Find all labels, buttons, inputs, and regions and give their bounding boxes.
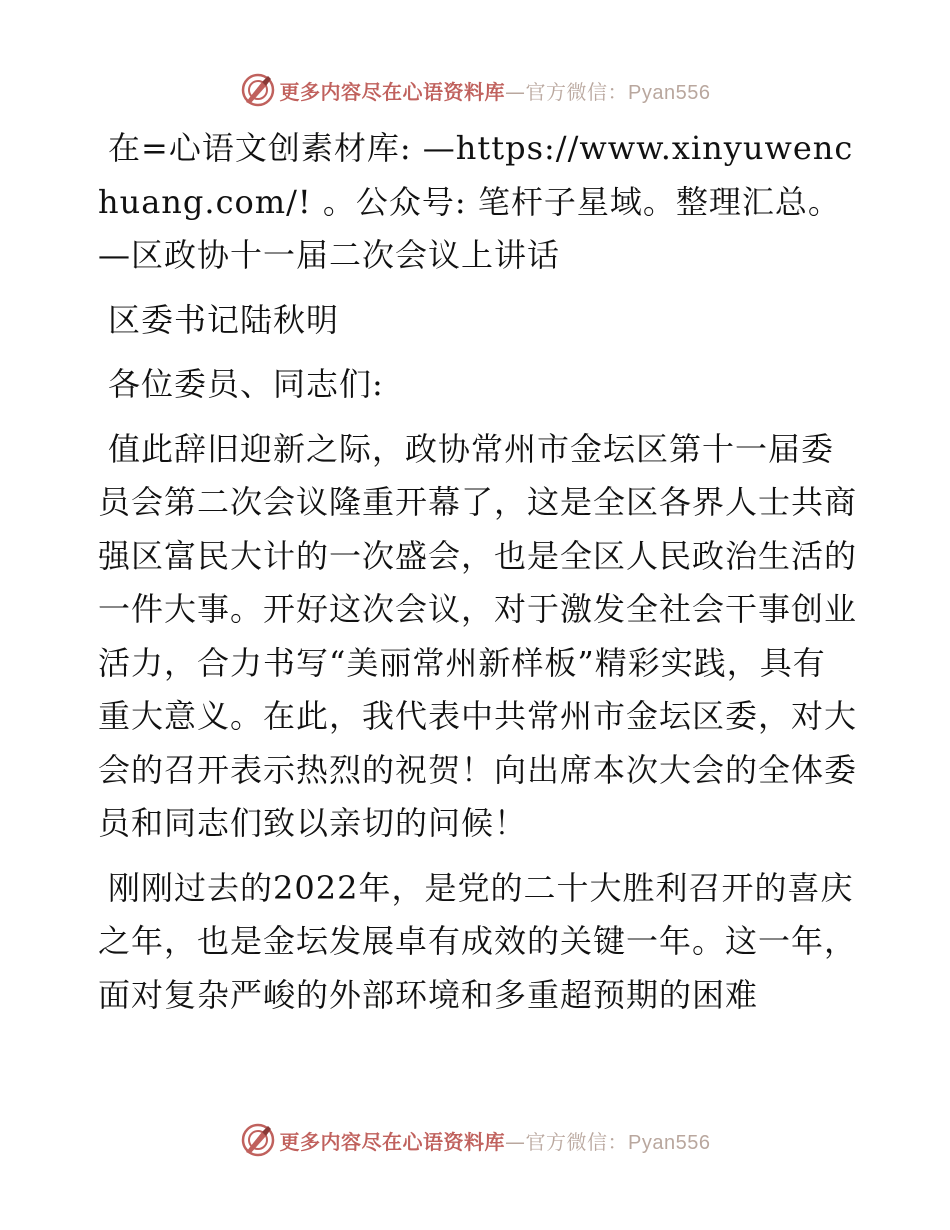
banner-title: 更多内容尽在心语资料库 (279, 1129, 506, 1154)
banner-wechat-id: Pyan556 (628, 1131, 711, 1154)
banner-title: 更多内容尽在心语资料库 (279, 79, 506, 104)
banner-wechat-id: Pyan556 (628, 81, 711, 104)
footer-banner (0, 1120, 950, 1160)
pen-logo-icon (240, 1122, 276, 1158)
pen-logo-icon (240, 72, 276, 108)
intro-paragraph: 在=心语文创素材库: —https://www.xinyuwenchuang.com/! 。公众号: 笔杆子星域。整理汇总。—区政协十一届二次会议上讲话 (98, 129, 854, 274)
body-paragraph-2: 刚刚过去的2022年，是党的二十大胜利召开的喜庆之年，也是金坛发展卓有成效的关键一年。这一年，面对复杂严峻的外部环境和多重超预期的困难 (98, 868, 858, 1014)
header-banner (0, 70, 950, 110)
speaker-line: 区委书记陆秋明 (108, 300, 340, 339)
body-paragraph-1: 值此辞旧迎新之际，政协常州市金坛区第十一届委员会第二次会议隆重开幕了，这是全区各界人士共商强区富民大计的一次盛会，也是全区人民政治生活的一件大事。开好这次会议，对于激发全社会干事创业活力，合力书写“美丽常州新样板”精彩实践，具有重大意义。在此，我代表中共常州市金坛区委，对大会的召开表示热烈的祝贺！向出席本次大会的全体委员和同志们致以亲切的问候！ (98, 429, 858, 842)
banner-separator: — (505, 79, 526, 104)
banner-separator: — (505, 1129, 526, 1154)
greeting-line: 各位委员、同志们: (108, 365, 384, 403)
banner-wechat-label: 官方微信： (525, 1129, 629, 1154)
banner-wechat-label: 官方微信： (525, 79, 629, 104)
document-body (98, 122, 858, 1033)
